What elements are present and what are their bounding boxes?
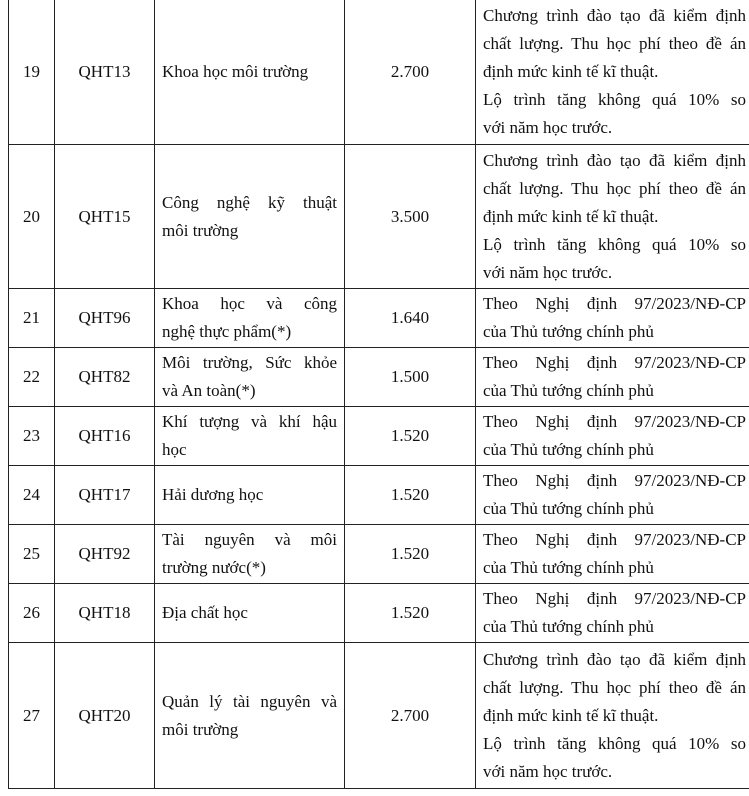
note-line: của Thủ tướng chính phủ — [483, 322, 654, 341]
program-name-cell — [155, 643, 345, 789]
note-line: Theo Nghị định 97/2023/NĐ-CP — [483, 471, 746, 490]
note-line: Theo Nghị định 97/2023/NĐ-CP — [483, 294, 746, 313]
note-line: chất lượng. Thu học phí theo đề án — [483, 33, 746, 53]
program-name-line: Hải dương học — [162, 485, 264, 504]
tuition-table — [8, 0, 749, 789]
program-name-cell — [155, 525, 345, 584]
program-code-cell: QHT82 — [55, 348, 155, 407]
program-name-line: Khí tượng và khí hậu — [162, 412, 337, 431]
note-line: của Thủ tướng chính phủ — [483, 617, 654, 636]
row-number-cell: 27 — [9, 643, 55, 789]
note-line: của Thủ tướng chính phủ — [483, 499, 654, 518]
table-row — [9, 525, 749, 584]
program-name-line: môi trường — [162, 220, 239, 240]
note-line: Chương trình đào tạo đã kiểm định — [483, 5, 746, 25]
note-cell — [476, 584, 749, 643]
note-line: Theo Nghị định 97/2023/NĐ-CP — [483, 353, 746, 372]
row-number-cell: 25 — [9, 525, 55, 584]
program-name-cell — [155, 289, 345, 348]
note-line: với năm học trước. — [483, 262, 613, 282]
tuition-fee-cell: 1.640 — [345, 289, 476, 348]
program-name-cell — [155, 407, 345, 466]
note-line: Theo Nghị định 97/2023/NĐ-CP — [483, 589, 746, 608]
tuition-fee-cell: 1.520 — [345, 525, 476, 584]
note-cell — [476, 466, 749, 525]
note-line: Chương trình đào tạo đã kiểm định — [483, 649, 746, 669]
program-name-line: Khoa học và công — [162, 294, 337, 313]
program-code-cell: QHT92 — [55, 525, 155, 584]
program-code-cell: QHT16 — [55, 407, 155, 466]
row-number-cell: 20 — [9, 145, 55, 289]
row-number-cell: 21 — [9, 289, 55, 348]
table-row — [9, 145, 749, 289]
table-row — [9, 289, 749, 348]
note-cell — [476, 145, 749, 289]
program-name-line: Khoa học môi trường — [162, 61, 309, 81]
tuition-fee-cell: 2.700 — [345, 0, 476, 145]
note-cell — [476, 643, 749, 789]
note-line: Lộ trình tăng không quá 10% so — [483, 733, 746, 753]
table-row — [9, 643, 749, 789]
tuition-fee-cell: 2.700 — [345, 643, 476, 789]
note-line: của Thủ tướng chính phủ — [483, 558, 654, 577]
program-name-line: Địa chất học — [162, 603, 248, 622]
program-name-cell — [155, 145, 345, 289]
program-name-line: Công nghệ kỹ thuật — [162, 192, 337, 212]
program-name-line: Môi trường, Sức khỏe — [162, 353, 337, 372]
note-line: của Thủ tướng chính phủ — [483, 381, 654, 400]
note-cell — [476, 348, 749, 407]
note-line: chất lượng. Thu học phí theo đề án — [483, 677, 746, 697]
tuition-fee-cell: 1.520 — [345, 466, 476, 525]
table-row — [9, 0, 749, 145]
note-cell — [476, 0, 749, 145]
row-number-cell: 23 — [9, 407, 55, 466]
program-code-cell: QHT96 — [55, 289, 155, 348]
note-line: Theo Nghị định 97/2023/NĐ-CP — [483, 530, 746, 549]
note-line: chất lượng. Thu học phí theo đề án — [483, 178, 746, 198]
program-code-cell: QHT17 — [55, 466, 155, 525]
program-name-line: và An toàn(*) — [162, 381, 256, 400]
program-code-cell: QHT20 — [55, 643, 155, 789]
program-name-line: học — [162, 440, 187, 459]
row-number-cell: 24 — [9, 466, 55, 525]
table-row — [9, 466, 749, 525]
note-line: Lộ trình tăng không quá 10% so — [483, 89, 746, 109]
note-line: Chương trình đào tạo đã kiểm định — [483, 150, 746, 170]
note-line: Lộ trình tăng không quá 10% so — [483, 234, 746, 254]
tuition-fee-cell: 1.520 — [345, 584, 476, 643]
program-name-cell — [155, 348, 345, 407]
program-code-cell: QHT18 — [55, 584, 155, 643]
note-line: Theo Nghị định 97/2023/NĐ-CP — [483, 412, 746, 431]
table-row — [9, 584, 749, 643]
program-name-line: Quản lý tài nguyên và — [162, 691, 337, 711]
program-name-cell — [155, 0, 345, 145]
note-cell — [476, 289, 749, 348]
note-line: với năm học trước. — [483, 761, 613, 781]
program-name-cell — [155, 584, 345, 643]
program-code-cell: QHT13 — [55, 0, 155, 145]
row-number-cell: 26 — [9, 584, 55, 643]
tuition-fee-cell: 1.500 — [345, 348, 476, 407]
row-number-cell: 22 — [9, 348, 55, 407]
program-name-cell — [155, 466, 345, 525]
table-row — [9, 348, 749, 407]
note-cell — [476, 525, 749, 584]
program-name-line: Tài nguyên và môi — [162, 530, 337, 549]
note-line: định mức kinh tế kĩ thuật. — [483, 705, 659, 725]
note-line: định mức kinh tế kĩ thuật. — [483, 206, 659, 226]
note-cell — [476, 407, 749, 466]
program-code-cell: QHT15 — [55, 145, 155, 289]
tuition-fee-cell: 1.520 — [345, 407, 476, 466]
note-line: của Thủ tướng chính phủ — [483, 440, 654, 459]
program-name-line: môi trường — [162, 719, 239, 739]
note-line: với năm học trước. — [483, 117, 613, 137]
row-number-cell: 19 — [9, 0, 55, 145]
table-row — [9, 407, 749, 466]
program-name-line: trường nước(*) — [162, 558, 266, 577]
program-name-line: nghệ thực phẩm(*) — [162, 322, 292, 341]
note-line: định mức kinh tế kĩ thuật. — [483, 61, 659, 81]
tuition-fee-cell: 3.500 — [345, 145, 476, 289]
